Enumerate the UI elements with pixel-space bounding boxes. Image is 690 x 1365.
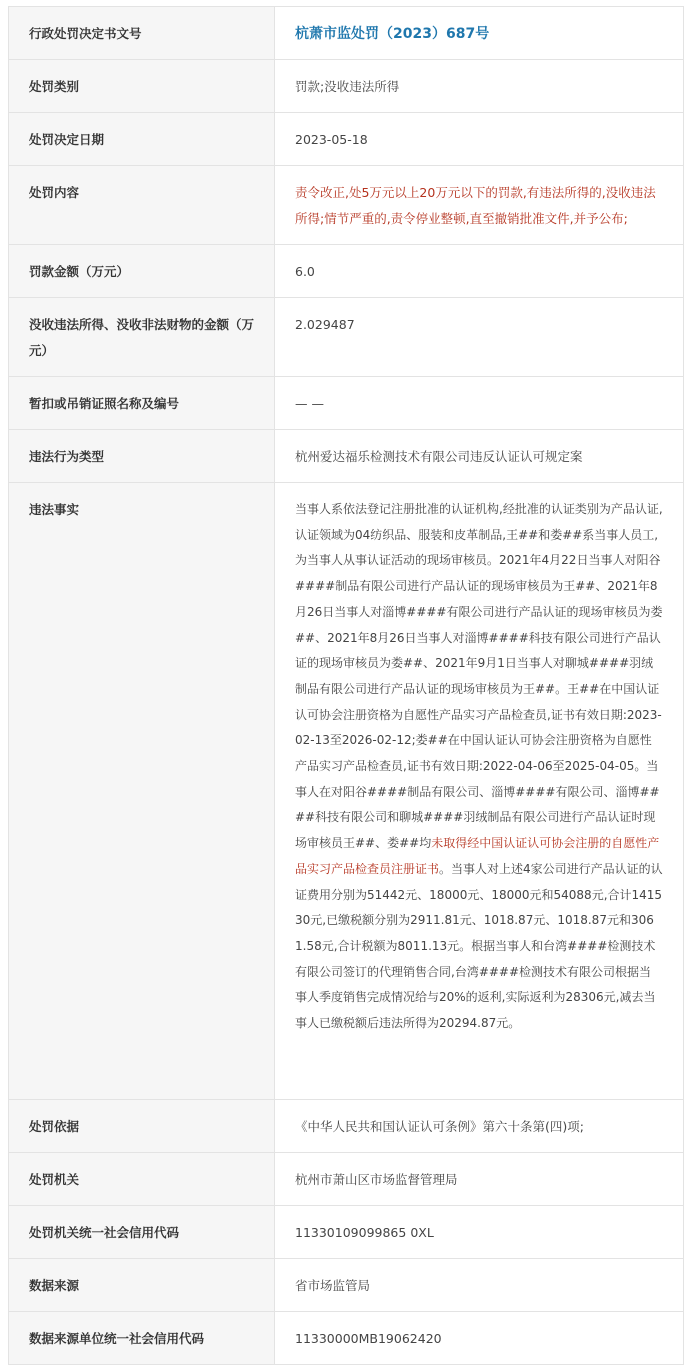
- table-row: [9, 245, 684, 298]
- field-label: 数据来源单位统一社会信用代码: [29, 1331, 205, 1346]
- row-label-cell: [9, 1153, 275, 1206]
- field-label: 行政处罚决定书文号: [29, 26, 142, 41]
- table-row: [9, 1259, 684, 1312]
- row-value-cell: [275, 1312, 684, 1365]
- decision-date: 2023-05-18: [295, 132, 368, 147]
- row-label-cell: [9, 113, 275, 166]
- row-label-cell: [9, 7, 275, 60]
- field-label: 数据来源: [29, 1278, 80, 1293]
- confiscated-amount: 2.029487: [295, 317, 355, 332]
- legal-basis: 《中华人民共和国认证认可条例》第六十条第(四)项;: [295, 1119, 584, 1134]
- row-value-cell: [275, 1100, 684, 1153]
- table-row: [9, 430, 684, 483]
- row-label-cell: [9, 60, 275, 113]
- decision-number: 杭萧市监处罚（2023）687号: [295, 26, 490, 42]
- table-row: [9, 377, 684, 430]
- table-row: [9, 1100, 684, 1153]
- row-value-cell: [275, 1206, 684, 1259]
- row-value-cell: [275, 245, 684, 298]
- row-label-cell: [9, 1100, 275, 1153]
- row-label-cell: [9, 298, 275, 377]
- row-label-cell: [9, 166, 275, 245]
- table-row: [9, 298, 684, 377]
- row-label-cell: [9, 483, 275, 1100]
- source-credit-code: 11330000MB19062420: [295, 1331, 442, 1346]
- penalty-content: 责令改正,处5万元以上20万元以下的罚款,有违法所得的,没收违法所得;情节严重的,责令停业整顿,直至撤销批准文件,并予公布;: [295, 185, 656, 226]
- table-row: [9, 113, 684, 166]
- data-source: 省市场监管局: [295, 1278, 371, 1293]
- facts-text-1: 当事人系依法登记注册批准的认证机构,经批准的认证类别为产品认证,认证领域为04纺织品、服装和皮革制品,王##和娄##系当事人员工,为当事人从事认证活动的现场审核员。2021年4月22日当事人对阳谷####制品有限公司进行产品认证的现场审核员为王##、2021年8月26日当事人对淄博####有限公司进行产品认证的现场审核员为娄##、2021年8月26日当事人对淄博####科技有限公司进行产品认证的现场审核员为娄##、2021年9月1日当事人对聊城####羽绒制品有限公司进行产品认证的现场审核员为王##。王##在中国认证认可协会注册资格为自愿性产品实习产品检查员,证书有效日期:2023-02-13至2026-02-12;娄##在中国认证认可协会注册资格为自愿性产品实习产品检查员,证书有效日期:2022-04-06至2025-04-05。当事人在对阳谷####制品有限公司、淄博####有限公司、淄博####科技有限公司和聊城####羽绒制品有限公司进行产品认证时现场审核员王##、娄##均: [295, 502, 663, 851]
- facts-highlight: 未取得经中国认证认可协会注册的自愿性产品实习产品检查员注册证书: [295, 836, 660, 876]
- row-value-cell: [275, 377, 684, 430]
- row-value-cell: [275, 7, 684, 60]
- table-row: [9, 1312, 684, 1365]
- table-row: [9, 1206, 684, 1259]
- row-value-cell: [275, 60, 684, 113]
- penalty-authority: 杭州市萧山区市场监督管理局: [295, 1172, 458, 1187]
- row-value-cell: [275, 1153, 684, 1206]
- field-label: 暂扣或吊销证照名称及编号: [29, 396, 180, 411]
- field-label: 处罚机关统一社会信用代码: [29, 1225, 180, 1240]
- row-label-cell: [9, 245, 275, 298]
- violation-facts: [275, 483, 683, 1049]
- penalty-table: [8, 6, 684, 1365]
- authority-credit-code: 11330109099865 0XL: [295, 1225, 434, 1240]
- facts-text-2: 。当事人对上述4家公司进行产品认证的认证费用分别为51442元、18000元、18000元和54088元,合计141530元,已缴税额分别为2911.81元、1018.87元、1018.87元和3061.58元,合计税额为8011.13元。根据当事人和台湾####检测技术有限公司签订的代理销售合同,台湾####检测技术有限公司根据当事人季度销售完成情况给与20%的返利,实际返利为28306元,减去当事人已缴税额后违法所得为20294.87元。: [295, 861, 663, 1031]
- field-label: 处罚类别: [29, 79, 80, 94]
- row-label-cell: [9, 1206, 275, 1259]
- row-value-cell: [275, 483, 684, 1100]
- field-label: 违法行为类型: [29, 449, 105, 464]
- row-value-cell: [275, 166, 684, 245]
- row-value-cell: [275, 298, 684, 377]
- row-label-cell: [9, 1312, 275, 1365]
- field-label: 处罚机关: [29, 1172, 80, 1187]
- row-label-cell: [9, 430, 275, 483]
- row-value-cell: [275, 1259, 684, 1312]
- field-label: 违法事实: [29, 502, 80, 517]
- table-row: [9, 166, 684, 245]
- row-label-cell: [9, 377, 275, 430]
- table-row: [9, 483, 684, 1100]
- fine-amount: 6.0: [295, 264, 315, 279]
- table-row: [9, 7, 684, 60]
- row-label-cell: [9, 1259, 275, 1312]
- violation-type: 杭州爱达福乐检测技术有限公司违反认证认可规定案: [295, 449, 583, 464]
- row-value-cell: [275, 113, 684, 166]
- row-value-cell: [275, 430, 684, 483]
- field-label: 处罚内容: [29, 185, 80, 200]
- field-label: 处罚决定日期: [29, 132, 105, 147]
- table-row: [9, 60, 684, 113]
- field-label: 没收违法所得、没收非法财物的金额（万元）: [29, 317, 255, 358]
- field-label: 罚款金额（万元）: [29, 264, 130, 279]
- license-info: — —: [295, 396, 324, 411]
- field-label: 处罚依据: [29, 1119, 80, 1134]
- penalty-category: 罚款;没收违法所得: [295, 79, 400, 94]
- table-row: [9, 1153, 684, 1206]
